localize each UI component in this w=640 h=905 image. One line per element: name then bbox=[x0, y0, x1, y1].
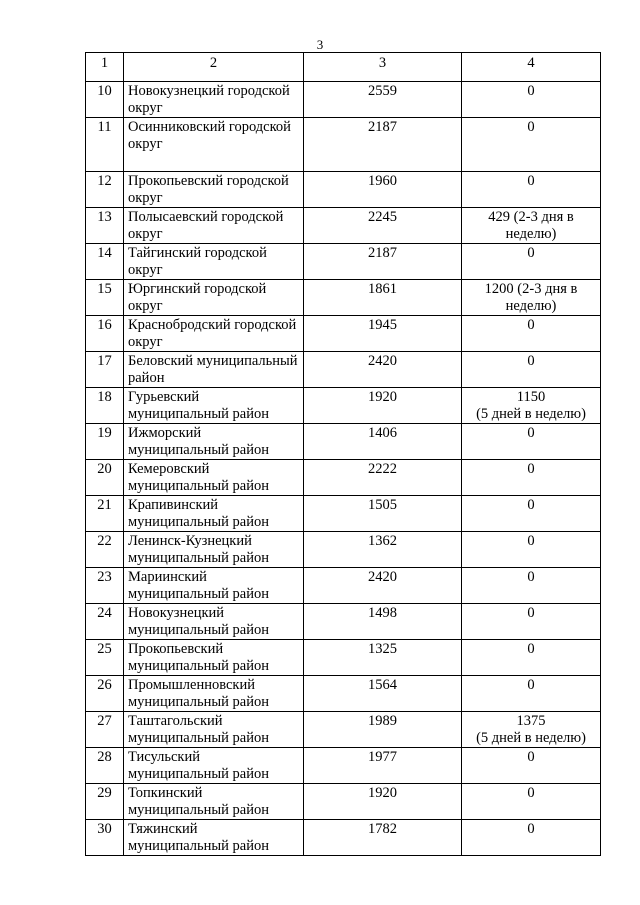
row-name: Тисульский муниципальный район bbox=[124, 748, 304, 784]
table-row bbox=[86, 820, 601, 856]
row-number: 20 bbox=[86, 460, 124, 496]
row-col3-value: 2420 bbox=[304, 568, 462, 604]
row-col3-value: 2187 bbox=[304, 118, 462, 172]
row-name: Топкинский муниципальный район bbox=[124, 784, 304, 820]
row-col3-value: 1406 bbox=[304, 424, 462, 460]
row-number: 19 bbox=[86, 424, 124, 460]
row-col4-value: 0 bbox=[462, 820, 601, 856]
row-col3-value: 1989 bbox=[304, 712, 462, 748]
row-col3-value: 1960 bbox=[304, 172, 462, 208]
row-name: Полысаевский городской округ bbox=[124, 208, 304, 244]
table-row bbox=[86, 208, 601, 244]
row-col4-value: 0 bbox=[462, 244, 601, 280]
row-number: 12 bbox=[86, 172, 124, 208]
row-col3-value: 2187 bbox=[304, 244, 462, 280]
table-row bbox=[86, 676, 601, 712]
table-row bbox=[86, 748, 601, 784]
row-col3-value: 1782 bbox=[304, 820, 462, 856]
row-col4-value: 429 (2-3 дня в неделю) bbox=[462, 208, 601, 244]
table-row bbox=[86, 172, 601, 208]
row-name: Юргинский городской округ bbox=[124, 280, 304, 316]
row-col3-value: 1977 bbox=[304, 748, 462, 784]
table-row bbox=[86, 244, 601, 280]
row-col4-value: 0 bbox=[462, 118, 601, 172]
row-col3-value: 1505 bbox=[304, 496, 462, 532]
row-number: 23 bbox=[86, 568, 124, 604]
row-number: 17 bbox=[86, 352, 124, 388]
table-row bbox=[86, 118, 601, 172]
row-number: 11 bbox=[86, 118, 124, 172]
row-name: Гурьевский муниципальный район bbox=[124, 388, 304, 424]
row-col3-value: 1945 bbox=[304, 316, 462, 352]
row-col3-value: 1920 bbox=[304, 388, 462, 424]
row-col3-value: 2245 bbox=[304, 208, 462, 244]
data-table bbox=[85, 52, 601, 856]
row-number: 22 bbox=[86, 532, 124, 568]
row-number: 28 bbox=[86, 748, 124, 784]
row-col4-value: 0 bbox=[462, 784, 601, 820]
row-col4-value: 0 bbox=[462, 316, 601, 352]
row-name: Краснобродский городской округ bbox=[124, 316, 304, 352]
row-number: 29 bbox=[86, 784, 124, 820]
row-name: Промышленновский муниципальный район bbox=[124, 676, 304, 712]
row-name: Новокузнецкий городской округ bbox=[124, 82, 304, 118]
row-col3-value: 2222 bbox=[304, 460, 462, 496]
row-name: Ленинск-Кузнецкий муниципальный район bbox=[124, 532, 304, 568]
table-row bbox=[86, 316, 601, 352]
row-number: 13 bbox=[86, 208, 124, 244]
row-col3-value: 1362 bbox=[304, 532, 462, 568]
row-col3-value: 1564 bbox=[304, 676, 462, 712]
row-col3-value: 1498 bbox=[304, 604, 462, 640]
row-number: 24 bbox=[86, 604, 124, 640]
table-row bbox=[86, 640, 601, 676]
row-col4-value: 1150 (5 дней в неделю) bbox=[462, 388, 601, 424]
row-col4-value: 0 bbox=[462, 640, 601, 676]
row-col3-value: 1325 bbox=[304, 640, 462, 676]
row-name: Ижморский муниципальный район bbox=[124, 424, 304, 460]
row-number: 15 bbox=[86, 280, 124, 316]
header-cell: 2 bbox=[124, 53, 304, 82]
row-name: Таштагольский муниципальный район bbox=[124, 712, 304, 748]
row-number: 16 bbox=[86, 316, 124, 352]
table-row bbox=[86, 496, 601, 532]
row-number: 21 bbox=[86, 496, 124, 532]
table-row bbox=[86, 352, 601, 388]
row-name: Кемеровский муниципальный район bbox=[124, 460, 304, 496]
row-col4-value: 1200 (2-3 дня в неделю) bbox=[462, 280, 601, 316]
row-number: 27 bbox=[86, 712, 124, 748]
row-col4-value: 0 bbox=[462, 532, 601, 568]
row-col4-value: 0 bbox=[462, 352, 601, 388]
table-row bbox=[86, 604, 601, 640]
row-name: Осинниковский городской округ bbox=[124, 118, 304, 172]
row-name: Крапивинский муниципальный район bbox=[124, 496, 304, 532]
row-col4-value: 0 bbox=[462, 748, 601, 784]
row-number: 14 bbox=[86, 244, 124, 280]
header-cell: 1 bbox=[86, 53, 124, 82]
table-row bbox=[86, 388, 601, 424]
table-row bbox=[86, 424, 601, 460]
row-col4-value: 0 bbox=[462, 424, 601, 460]
row-col3-value: 1861 bbox=[304, 280, 462, 316]
row-col4-value: 1375 (5 дней в неделю) bbox=[462, 712, 601, 748]
header-cell: 4 bbox=[462, 53, 601, 82]
row-name: Тяжинский муниципальный район bbox=[124, 820, 304, 856]
page-number: 3 bbox=[316, 37, 324, 52]
row-name: Прокопьевский муниципальный район bbox=[124, 640, 304, 676]
row-name: Новокузнецкий муниципальный район bbox=[124, 604, 304, 640]
row-number: 30 bbox=[86, 820, 124, 856]
table-row bbox=[86, 460, 601, 496]
row-number: 18 bbox=[86, 388, 124, 424]
row-number: 25 bbox=[86, 640, 124, 676]
table-row bbox=[86, 82, 601, 118]
row-col4-value: 0 bbox=[462, 496, 601, 532]
row-name: Мариинский муниципальный район bbox=[124, 568, 304, 604]
table-row bbox=[86, 568, 601, 604]
row-col3-value: 2420 bbox=[304, 352, 462, 388]
row-col4-value: 0 bbox=[462, 568, 601, 604]
row-number: 10 bbox=[86, 82, 124, 118]
row-col3-value: 2559 bbox=[304, 82, 462, 118]
row-col4-value: 0 bbox=[462, 172, 601, 208]
row-name: Тайгинский городской округ bbox=[124, 244, 304, 280]
row-number: 26 bbox=[86, 676, 124, 712]
row-col4-value: 0 bbox=[462, 460, 601, 496]
table-row bbox=[86, 784, 601, 820]
table-row bbox=[86, 280, 601, 316]
table-header-row bbox=[86, 53, 601, 82]
row-col3-value: 1920 bbox=[304, 784, 462, 820]
row-col4-value: 0 bbox=[462, 676, 601, 712]
row-name: Прокопьевский городской округ bbox=[124, 172, 304, 208]
table-row bbox=[86, 712, 601, 748]
row-col4-value: 0 bbox=[462, 82, 601, 118]
row-col4-value: 0 bbox=[462, 604, 601, 640]
row-name: Беловский муниципальный район bbox=[124, 352, 304, 388]
table-row bbox=[86, 532, 601, 568]
header-cell: 3 bbox=[304, 53, 462, 82]
